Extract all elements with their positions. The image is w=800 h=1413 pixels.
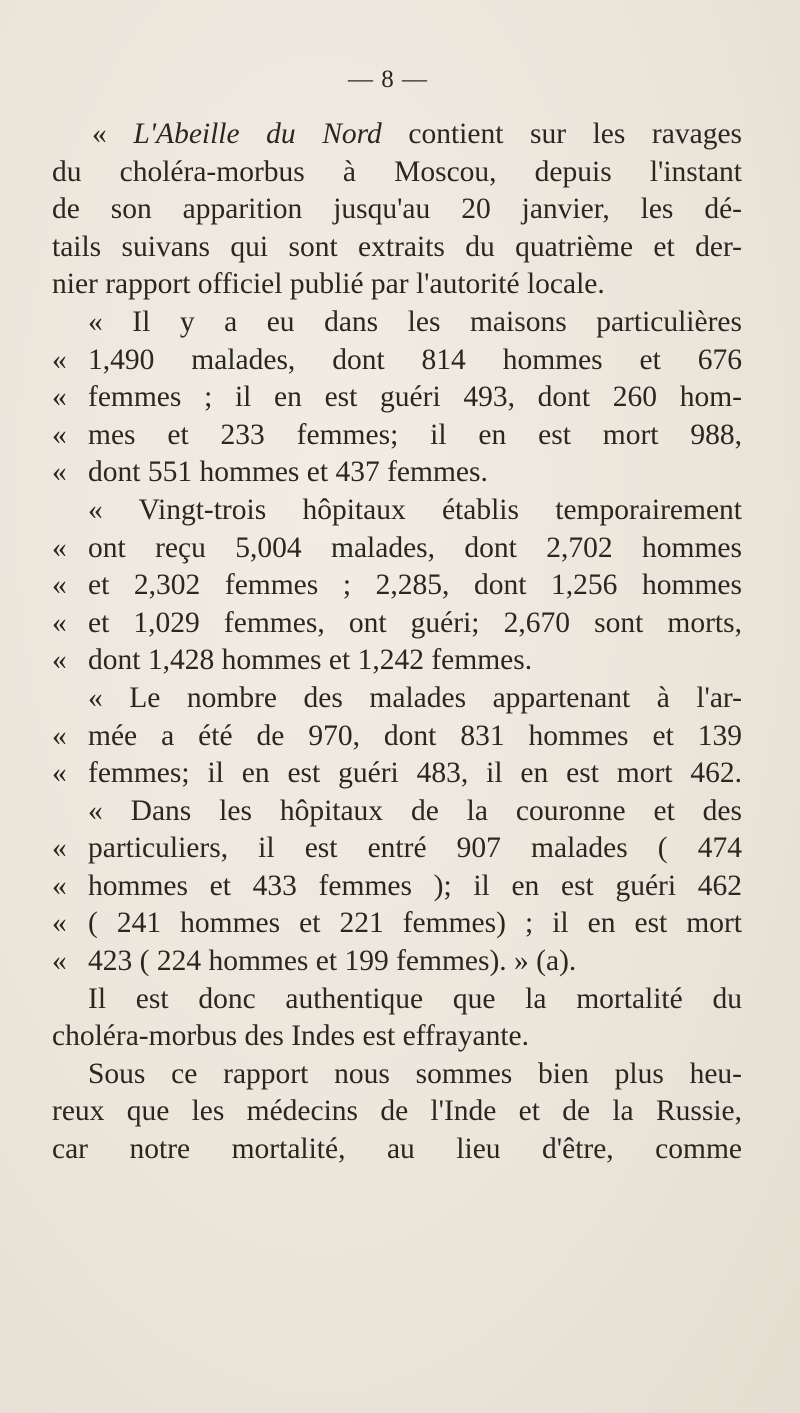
quote-mark: « [52,869,67,902]
quote-mark: « [52,644,67,677]
quoted-line: « 1,490 malades, dont 814 hommes et 676 [52,342,742,380]
text-line: « Dans les hôpitaux de la couronne et des [88,794,742,827]
quoted-line: « 423 ( 224 hommes et 199 femmes). » (a). [52,943,742,981]
quoted-line: « et 1,029 femmes, ont guéri; 2,670 sont morts, [52,605,742,643]
text-line: nier rapport officiel publié par l'autorité locale. [52,268,605,301]
text-line: tails suivans qui sont extraits du quatrième et der- [52,230,742,263]
text-line: car notre mortalité, au lieu d'être, comme [52,1133,742,1166]
text-line: du choléra-morbus à Moscou, depuis l'instant [52,155,742,188]
page-number: — 8 — [348,66,428,93]
quoted-line: « ( 241 hommes et 221 femmes) ; il en est mort [52,905,742,943]
quoted-line: « mée a été de 970, dont 831 hommes et 139 [52,718,742,756]
text-line: « Vingt-trois hôpitaux établis temporairement [88,493,742,526]
text-line: choléra-morbus des Indes est effrayante. [52,1020,529,1053]
quote-mark: « [52,381,67,414]
quoted-line: « mes et 233 femmes; il en est mort 988, [52,417,742,455]
quote-mark: « [52,945,67,978]
quote-mark: « [52,719,67,752]
quoted-line: « dont 551 hommes et 437 femmes. [52,454,742,492]
quote-mark: « [52,606,67,639]
text-line: Sous ce rapport nous sommes bien plus heu- [88,1057,742,1090]
quote-mark: « [52,907,67,940]
quote-mark: « [92,118,107,150]
body-text [52,116,742,1169]
text-line: reux que les médecins de l'Inde et de la Russie, [52,1095,742,1128]
quote-mark: « [52,456,67,489]
text-line: Il est donc authentique que la mortalité du [88,982,742,1015]
quoted-line: « et 2,302 femmes ; 2,285, dont 1,256 hommes [52,567,742,605]
quote-mark: « [52,757,67,790]
quote-mark: « [52,832,67,865]
text-line: de son apparition jusqu'au 20 janvier, les dé- [52,193,742,226]
quoted-line: « femmes; il en est guéri 483, il en est mort 462. [52,755,742,793]
quoted-line: « femmes ; il en est guéri 493, dont 260 hom- [52,379,742,417]
text-line: « Le nombre des malades appartenant à l'ar- [88,681,742,714]
quote-mark: « [52,531,67,564]
quoted-line: « dont 1,428 hommes et 1,242 femmes. [52,642,742,680]
quoted-line: « particuliers, il est entré 907 malades ( 474 [52,830,742,868]
journal-title: L'Abeille du Nord [133,118,382,150]
quote-mark: « [52,343,67,376]
line-text: contient sur les ravages [408,118,743,150]
quote-mark: « [52,569,67,602]
quote-mark: « [52,418,67,451]
quoted-line: « hommes et 433 femmes ); il en est guéri 462 [52,868,742,906]
text-line [52,116,742,154]
quoted-line: « ont reçu 5,004 malades, dont 2,702 hommes [52,530,742,568]
text-line: « Il y a eu dans les maisons particulières [88,305,742,338]
